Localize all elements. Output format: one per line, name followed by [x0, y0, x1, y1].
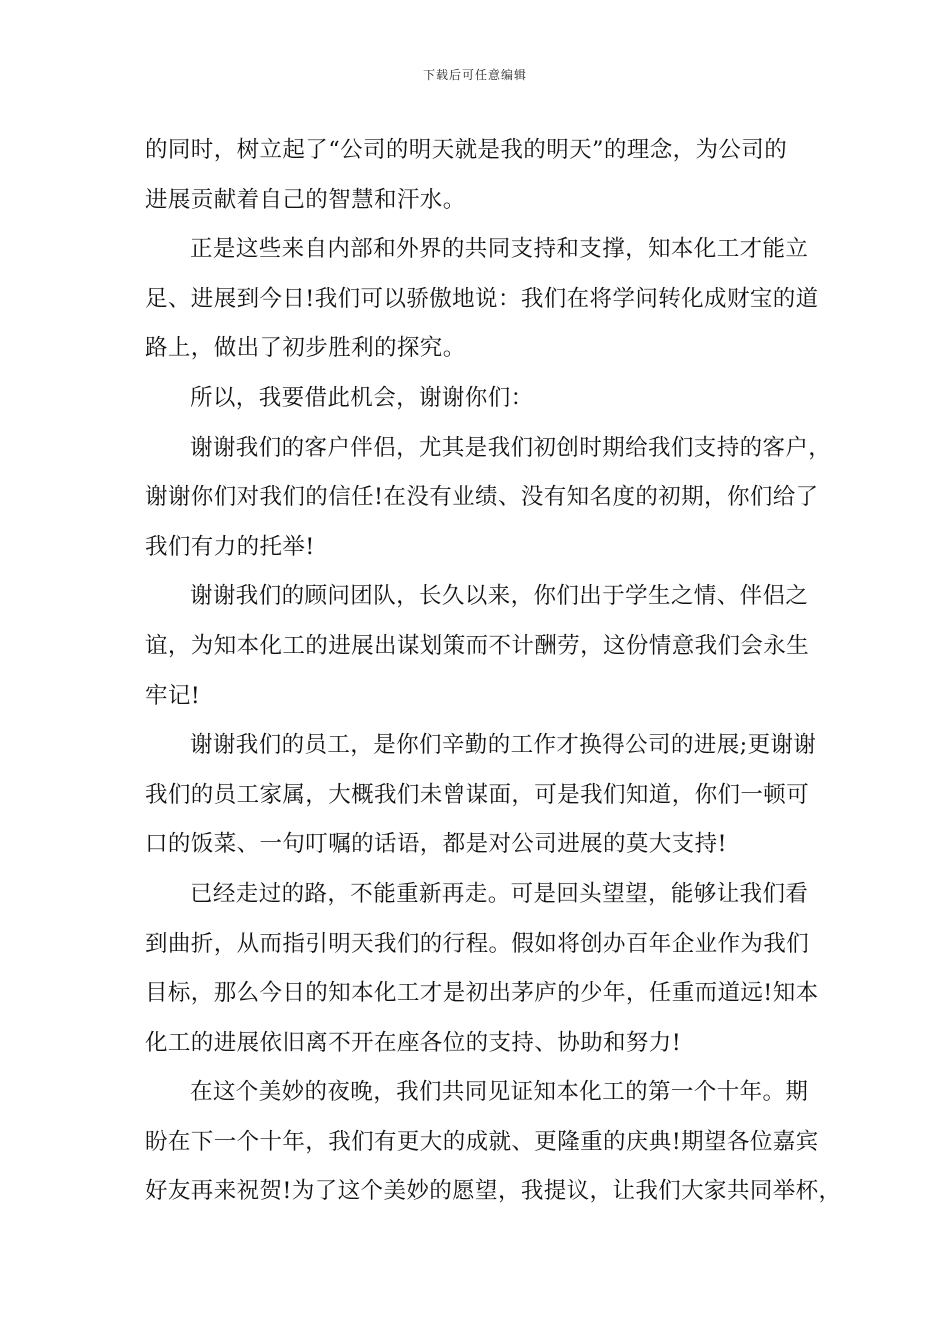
page-header-note: 下载后可任意编辑	[422, 68, 527, 82]
paragraph-line: 谢谢你们对我们的信任!在没有业绩、没有知名度的初期，你们给了	[145, 484, 819, 511]
paragraph-line: 正是这些来自内部和外界的共同支持和支撑，知本化工才能立	[190, 236, 809, 263]
paragraph-line: 路上，做出了初步胜利的探究。	[145, 335, 466, 362]
paragraph-line: 化工的进展依旧离不开在座各位的支持、协助和努力!	[145, 1029, 682, 1056]
paragraph-line: 我们有力的托举!	[145, 533, 315, 560]
paragraph-line: 谢谢我们的员工，是你们辛勤的工作才换得公司的进展;更谢谢	[190, 732, 817, 759]
paragraph-line: 我们的员工家属，大概我们未曾谋面，可是我们知道，你们一顿可	[145, 781, 810, 808]
paragraph-line: 谢谢我们的客户伴侣，尤其是我们初创时期给我们支持的客户，	[190, 434, 832, 461]
paragraph-line: 的同时，树立起了“公司的明天就是我的明天”的理念，为公司的	[145, 137, 788, 163]
paragraph-line: 口的饭菜、一句叮嘱的话语，都是对公司进展的莫大支持!	[145, 831, 727, 858]
paragraph-line: 谢谢我们的顾问团队，长久以来，你们出于学生之情、伴侣之	[190, 583, 809, 610]
paragraph-line: 好友再来祝贺!为了这个美妙的愿望，我提议，让我们大家共同举杯，	[145, 1178, 842, 1205]
paragraph-line: 足、进展到今日!我们可以骄傲地说：我们在将学问转化成财宝的道	[145, 285, 819, 312]
paragraph-line: 已经走过的路，不能重新再走。可是回头望望，能够让我们看	[190, 880, 809, 907]
paragraph-line: 目标，那么今日的知本化工才是初出茅庐的少年，任重而道远!知本	[145, 980, 819, 1007]
paragraph-line: 到曲折，从而指引明天我们的行程。假如将创办百年企业作为我们	[145, 930, 810, 957]
paragraph-line: 进展贡献着自己的智慧和汗水。	[145, 186, 466, 213]
paragraph-line: 盼在下一个十年，我们有更大的成就、更隆重的庆典!期望各位嘉宾	[145, 1128, 819, 1155]
paragraph-line: 牢记!	[145, 682, 201, 709]
paragraph-line: 谊，为知本化工的进展出谋划策而不计酬劳，这份情意我们会永生	[145, 632, 810, 659]
paragraph-line: 在这个美妙的夜晚，我们共同见证知本化工的第一个十年。期	[190, 1079, 809, 1106]
document-body	[145, 126, 842, 1217]
paragraph-line: 所以，我要借此机会，谢谢你们：	[190, 384, 534, 411]
